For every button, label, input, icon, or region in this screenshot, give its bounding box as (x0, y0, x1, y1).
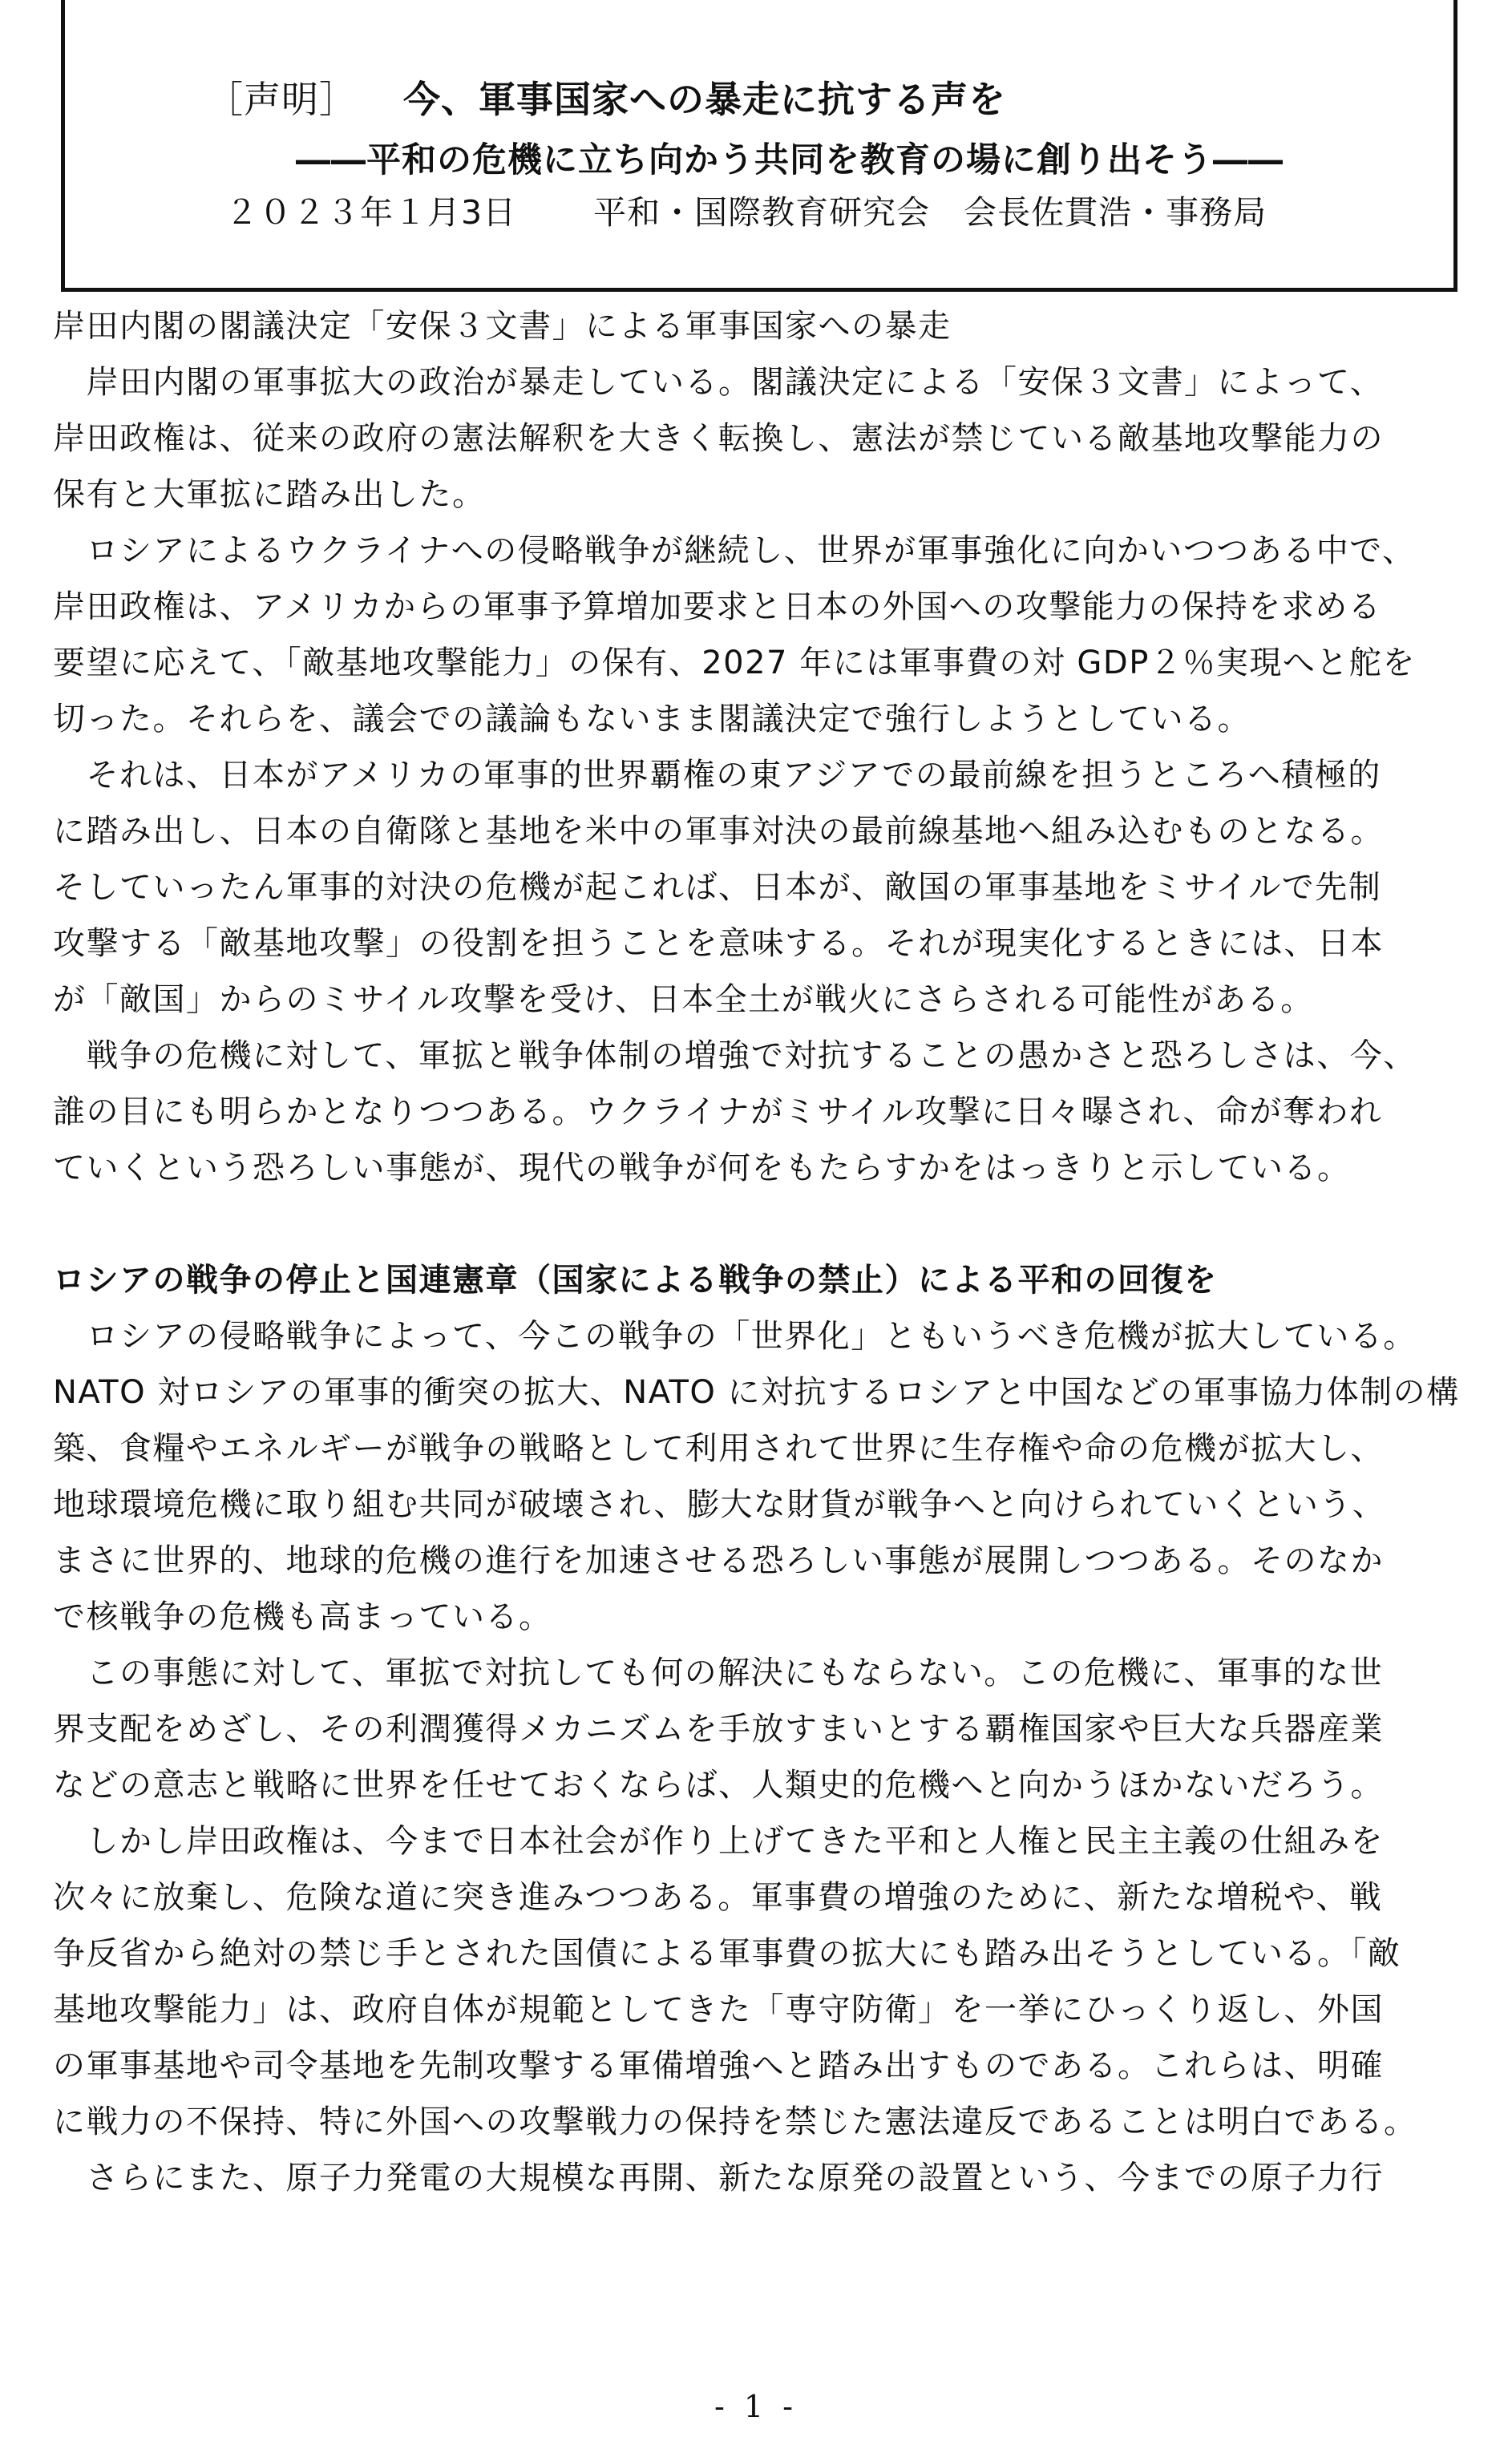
text-line: しかし岸田政権は、今まで日本社会が作り上げてきた平和と人権と民主主義の仕組みを (53, 1823, 1384, 1860)
text-line: さらにまた、原子力発電の大規模な再開、新たな原発の設置という、今までの原子力行 (53, 2160, 1384, 2196)
statement-tag: ［声明］ (206, 78, 357, 121)
statement-subtitle: ――平和の危機に立ち向かう共同を教育の場に創り出そう―― (296, 140, 1284, 180)
statement-title-box (61, 0, 1457, 292)
text-line: などの意志と戦略に世界を任せておくならば、人類史的危機へと向かうほかないだろう。 (53, 1767, 1384, 1804)
section-1-paragraphs (53, 354, 1464, 1196)
section-heading: 岸田内閣の閣議決定「安保３文書」による軍事国家への暴走 (53, 308, 952, 345)
title-line (206, 71, 1006, 123)
text-line: 争反省から絶対の禁じ手とされた国債による軍事費の拡大にも踏み出そうとしている。「敵 (53, 1935, 1401, 1972)
text-line: それは、日本がアメリカの軍事的世界覇権の東アジアでの最前線を担うところへ積極的 (53, 757, 1381, 794)
text-line: ロシアによるウクライナへの侵略戦争が継続し、世界が軍事強化に向かいつつある中で、 (53, 532, 1416, 569)
text-line: NATO 対ロシアの軍事的衝突の拡大、NATO に対抗するロシアと中国などの軍事協力体制の構 (53, 1374, 1460, 1411)
section-spacer (53, 1196, 1464, 1252)
text-line: 要望に応えて、「敵基地攻撃能力」の保有、2027 年には軍事費の対 GDP２％実現へと舵を (53, 645, 1416, 681)
section-2-paragraphs (53, 1308, 1464, 2206)
text-line: 基地攻撃能力」は、政府自体が規範としてきた「専守防衛」を一挙にひっくり返し、外国 (53, 1991, 1384, 2028)
text-line: 次々に放棄し、危険な道に突き進みつつある。軍事費の増強のために、新たな増税や、戦 (53, 1879, 1383, 1916)
text-line: 保有と大軍拡に踏み出した。 (53, 476, 486, 513)
text-line: 地球環境危機に取り組む共同が破壊され、膨大な財貨が戦争へと向けられていくという、 (53, 1486, 1386, 1523)
text-line: まさに世界的、地球的危機の進行を加速させる恐ろしい事態が展開しつつある。そのなか (53, 1542, 1384, 1579)
text-line: ていくという恐ろしい事態が、現代の戦争が何をもたらすかをはっきりと示している。 (53, 1150, 1351, 1186)
text-line: に踏み出し、日本の自衛隊と基地を米中の軍事対決の最前線基地へ組み込むものとなる。 (53, 813, 1384, 850)
text-line: 切った。それらを、議会での議論もないまま閣議決定で強行しようとしている。 (53, 701, 1251, 738)
statement-meta (225, 186, 1267, 233)
text-line: 界支配をめざし、その利潤獲得メカニズムを手放すまいとする覇権国家や巨大な兵器産業 (53, 1711, 1384, 1748)
document-body (53, 298, 1464, 2206)
text-line: そしていったん軍事的対決の危機が起これば、日本が、敵国の軍事基地をミサイルで先制 (53, 869, 1382, 906)
section-heading: ロシアの戦争の停止と国連憲章（国家による戦争の禁止）による平和の回復を (53, 1262, 1218, 1299)
text-line: 戦争の危機に対して、軍拡と戦争体制の増強で対抗することの愚かさと恐ろしさは、今、 (53, 1037, 1417, 1074)
text-line: この事態に対して、軍拡で対抗しても何の解決にもならない。この危機に、軍事的な世 (53, 1655, 1384, 1691)
text-line: ロシアの侵略戦争によって、今この戦争の「世界化」ともいうべき危機が拡大している。 (53, 1318, 1417, 1355)
page-number: - 1 - (714, 2389, 798, 2424)
statement-organization: 平和・国際教育研究会 会長佐貫浩・事務局 (593, 193, 1267, 232)
text-line: が「敵国」からのミサイル攻撃を受け、日本全土が戦火にさらされる可能性がある。 (53, 981, 1314, 1018)
statement-date: ２０２３年１月3日 (225, 193, 517, 232)
text-line: 誰の目にも明らかとなりつつある。ウクライナがミサイル攻撃に日々曝され、命が奪われ (53, 1093, 1383, 1130)
text-line: 岸田政権は、アメリカからの軍事予算増加要求と日本の外国への攻撃能力の保持を求める (53, 588, 1382, 625)
text-line: で核戦争の危機も高まっている。 (53, 1598, 552, 1635)
text-line: 岸田政権は、従来の政府の憲法解釈を大きく転換し、憲法が禁じている敵基地攻撃能力の (53, 420, 1384, 457)
text-line: 岸田内閣の軍事拡大の政治が暴走している。閣議決定による「安保３文書」によって、 (53, 364, 1384, 401)
statement-title: 今、軍事国家への暴走に抗する声を (403, 78, 1006, 121)
text-line: 築、食糧やエネルギーが戦争の戦略として利用されて世界に生存権や命の危機が拡大し、 (53, 1430, 1384, 1467)
text-line: に戦力の不保持、特に外国への攻撃戦力の保持を禁じた憲法違反であることは明白である。 (53, 2103, 1417, 2140)
text-line: 攻撃する「敵基地攻撃」の役割を担うことを意味する。それが現実化するときには、日本 (53, 925, 1384, 962)
text-line: の軍事基地や司令基地を先制攻撃する軍備増強へと踏み出すものである。これらは、明確 (53, 2047, 1384, 2084)
